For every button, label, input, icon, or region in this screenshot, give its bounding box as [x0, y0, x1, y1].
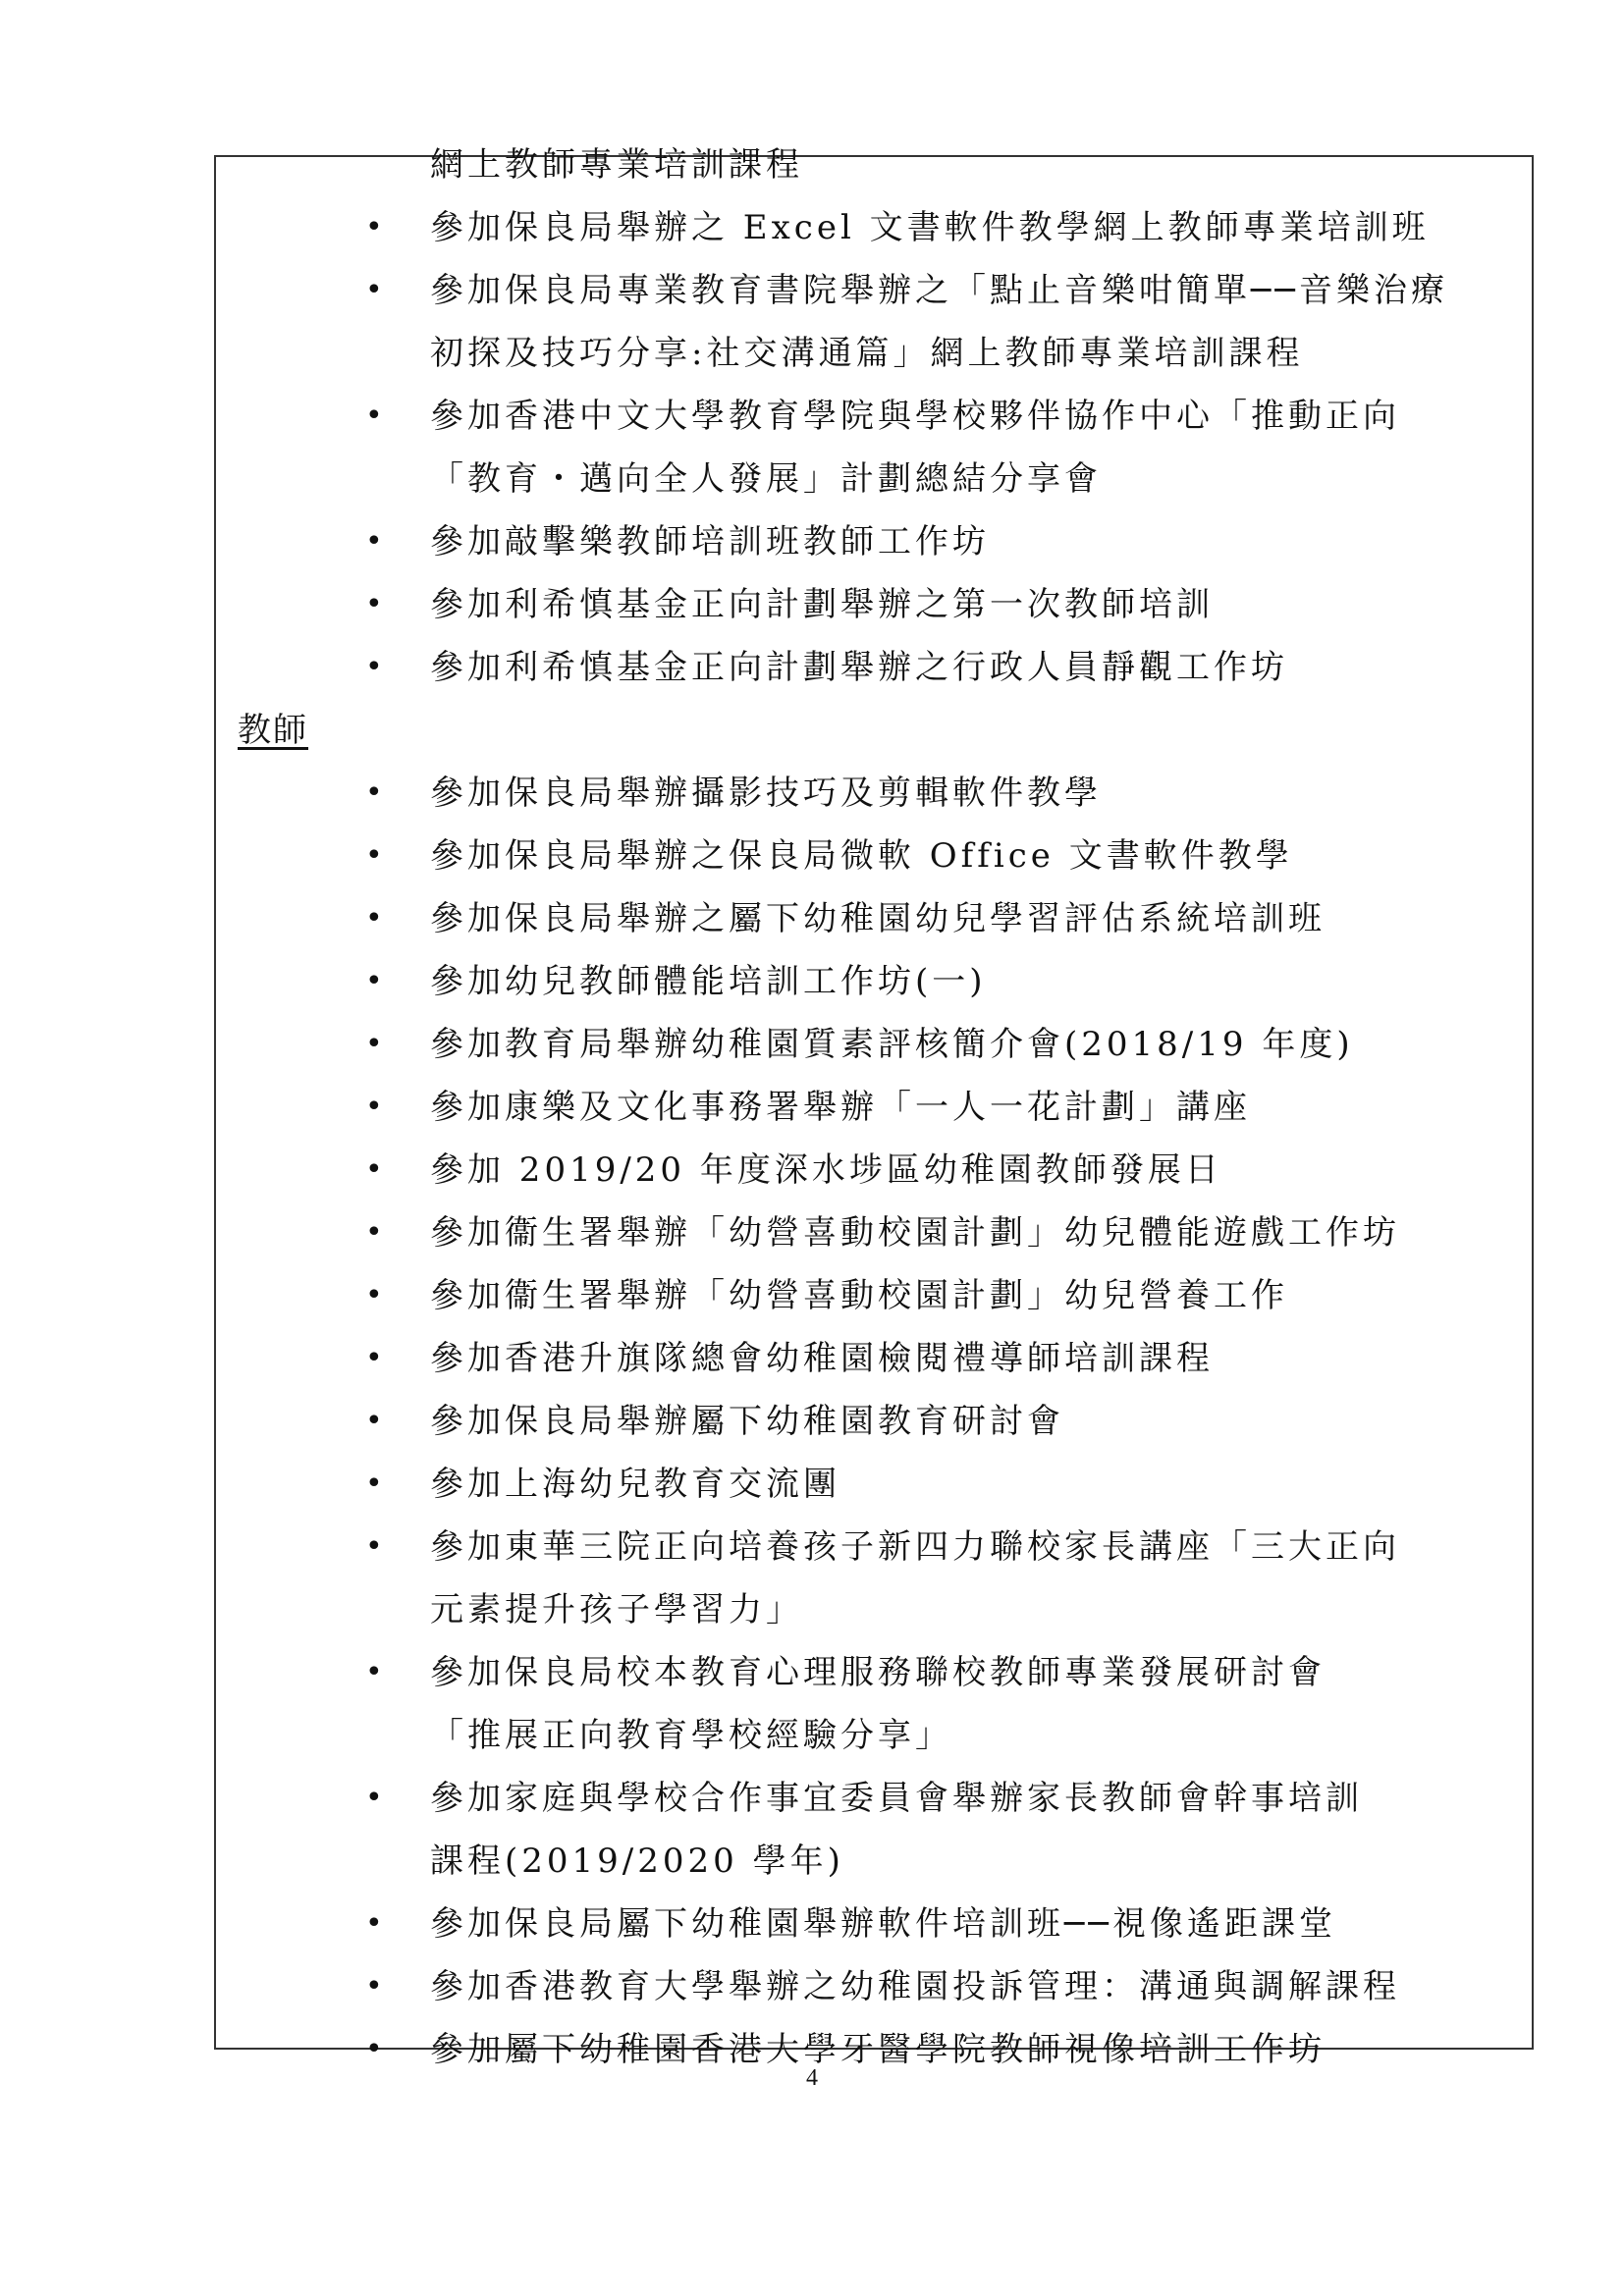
bullet-icon: • [365, 399, 383, 433]
bullet-icon: • [365, 2032, 383, 2066]
bullet-icon: • [365, 210, 383, 244]
bullet-icon: • [365, 1215, 383, 1250]
section-heading-teachers: 教師 [238, 711, 308, 750]
list-item-text: 參加東華三院正向培養孩子新四力聯校家長講座「三大正向 [430, 1527, 1400, 1567]
list-item-text: 參加幼兒教師體能培訓工作坊(一) [430, 962, 987, 1001]
bullet-icon: • [365, 1152, 383, 1187]
list-item-text: 初探及技巧分享:社交溝通篇」網上教師專業培訓課程 [430, 334, 1304, 373]
bullet-icon: • [365, 901, 383, 935]
list-item [216, 575, 1532, 634]
list-item-continuation [216, 1580, 1532, 1639]
bullet-icon: • [365, 1906, 383, 1941]
list-item-text: 參加敲擊樂教師培訓班教師工作坊 [430, 522, 990, 561]
list-item-text: 參加保良局舉辦之 Excel 文書軟件教學網上教師專業培訓班 [430, 208, 1430, 247]
bullet-icon: • [365, 524, 383, 559]
bullet-icon: • [365, 1278, 383, 1312]
list-item [216, 952, 1532, 1011]
list-item [216, 889, 1532, 948]
list-item-text: 參加教育局舉辦幼稚園質素評核簡介會(2018/19 年度) [430, 1025, 1354, 1064]
bullet-icon: • [365, 1969, 383, 2003]
content-table [214, 145, 1534, 2069]
list-item [216, 827, 1532, 885]
list-item-text: 參加保良局舉辦屬下幼稚園教育研討會 [430, 1402, 1064, 1441]
bullet-icon: • [365, 964, 383, 998]
list-item [216, 1769, 1532, 1828]
list-item-text: 參加康樂及文化事務署舉辦「一人一花計劃」講座 [430, 1088, 1251, 1127]
bullet-icon: • [365, 587, 383, 621]
list-item [216, 764, 1532, 823]
list-item-text: 課程(2019/2020 學年) [430, 1842, 844, 1881]
bullet-icon: • [365, 1341, 383, 1375]
page-number: 4 [806, 2065, 818, 2091]
list-item [216, 1518, 1532, 1576]
list-item [216, 1392, 1532, 1451]
list-item [216, 1643, 1532, 1702]
list-item [216, 387, 1532, 446]
list-item-text: 參加保良局舉辦之保良局微軟 Office 文書軟件教學 [430, 836, 1293, 876]
list-item-text: 網上教師專業培訓課程 [430, 145, 803, 185]
bullet-icon: • [365, 650, 383, 684]
list-item-text: 參加衞生署舉辦「幼營喜動校園計劃」幼兒體能遊戲工作坊 [430, 1213, 1400, 1253]
bullet-icon: • [365, 1781, 383, 1815]
list-item-text: 參加利希慎基金正向計劃舉辦之行政人員靜觀工作坊 [430, 648, 1288, 687]
list-item-continuation [216, 1832, 1532, 1891]
list-item-text: 「推展正向教育學校經驗分享」 [430, 1716, 952, 1755]
list-item-continuation [216, 324, 1532, 383]
list-item [216, 512, 1532, 571]
list-item-text: 參加保良局專業教育書院舉辦之「點止音樂咁簡單──音樂治療 [430, 271, 1448, 310]
list-item [216, 1203, 1532, 1262]
list-item [216, 1141, 1532, 1200]
list-item [216, 1015, 1532, 1074]
bullet-icon: • [365, 1090, 383, 1124]
list-item-text: 參加香港中文大學教育學院與學校夥伴協作中心「推動正向 [430, 397, 1400, 436]
list-item-text: 參加上海幼兒教育交流團 [430, 1465, 840, 1504]
list-item-text: 參加 2019/20 年度深水埗區幼稚園教師發展日 [430, 1150, 1222, 1190]
list-item-text: 參加保良局舉辦攝影技巧及剪輯軟件教學 [430, 774, 1102, 813]
list-item-continuation [216, 1706, 1532, 1765]
list-item-text: 參加保良局屬下幼稚園舉辦軟件培訓班──視像遙距課堂 [430, 1904, 1336, 1944]
bullet-icon: • [365, 1467, 383, 1501]
bullet-icon: • [365, 1404, 383, 1438]
list-item [216, 1455, 1532, 1514]
list-item [216, 1895, 1532, 1953]
list-item [216, 198, 1532, 257]
list-item [216, 261, 1532, 320]
list-item-text: 參加保良局校本教育心理服務聯校教師專業發展研討會 [430, 1653, 1326, 1692]
bullet-icon: • [365, 1655, 383, 1689]
bullet-icon: • [365, 838, 383, 873]
list-item-text: 參加香港升旗隊總會幼稚園檢閱禮導師培訓課程 [430, 1339, 1214, 1378]
bullet-icon: • [365, 1027, 383, 1061]
list-item-text: 「教育・邁向全人發展」計劃總結分享會 [430, 459, 1102, 499]
list-item [216, 1957, 1532, 2016]
list-item [216, 1078, 1532, 1137]
bullet-icon: • [365, 1529, 383, 1564]
bullet-icon: • [365, 273, 383, 307]
list-item-text: 參加利希慎基金正向計劃舉辦之第一次教師培訓 [430, 585, 1214, 624]
bullet-icon: • [365, 775, 383, 810]
list-item-text: 元素提升孩子學習力」 [430, 1590, 803, 1629]
list-item-continuation [216, 450, 1532, 508]
list-item-text: 參加衞生署舉辦「幼營喜動校園計劃」幼兒營養工作 [430, 1276, 1288, 1315]
list-item-text: 參加家庭與學校合作事宜委員會舉辦家長教師會幹事培訓 [430, 1779, 1363, 1818]
list-item-text: 參加保良局舉辦之屬下幼稚園幼兒學習評估系統培訓班 [430, 899, 1326, 938]
list-item [216, 1329, 1532, 1388]
list-item [216, 638, 1532, 697]
list-item-text: 參加屬下幼稚園香港大學牙醫學院教師視像培訓工作坊 [430, 2030, 1326, 2069]
list-item-text: 參加香港教育大學舉辦之幼稚園投訴管理：溝通與調解課程 [430, 1967, 1400, 2006]
list-item-continuation [216, 135, 1532, 194]
list-item [216, 1266, 1532, 1325]
